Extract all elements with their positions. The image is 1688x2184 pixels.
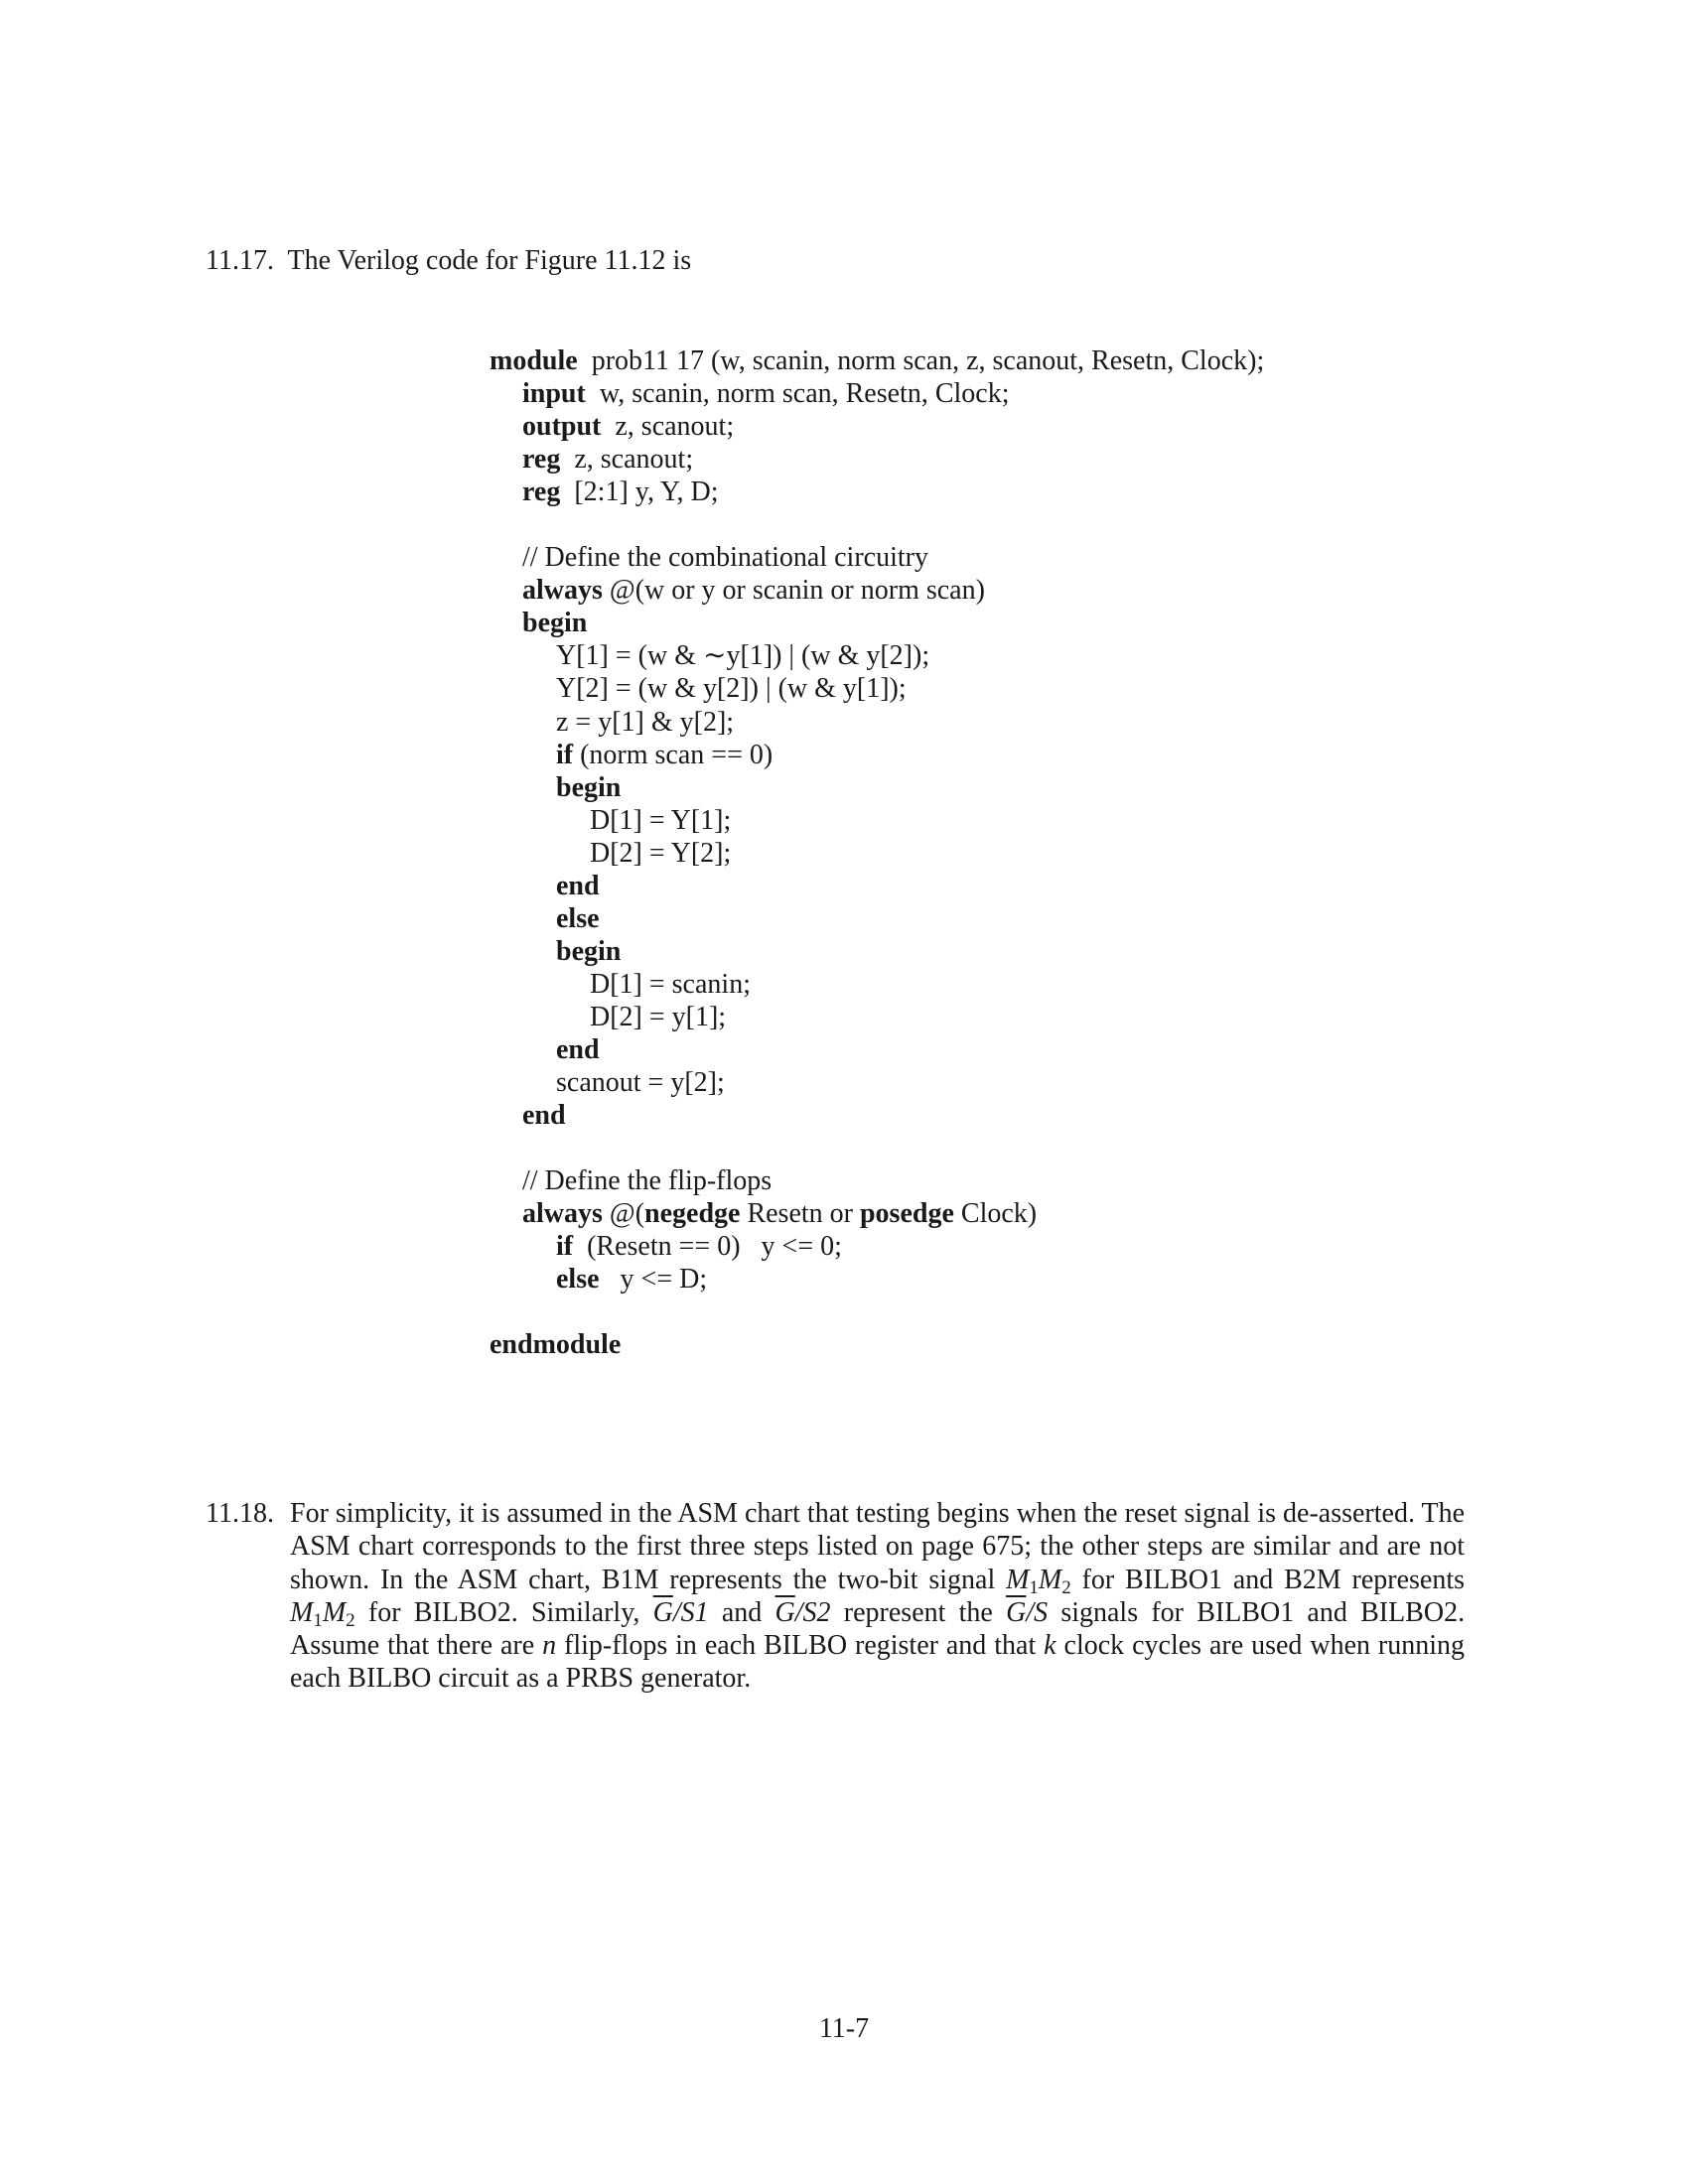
code-keyword: if: [556, 1231, 574, 1263]
paragraph-text: For simplicity, it is assumed in the ASM chart that testing begins when the reset signal is de-asserted. The ASM chart corresponds to the first three steps listed on page 675; the other steps are similar and are not shown. In the ASM chart, B1M represents the two-bit signal: [290, 1498, 1465, 1595]
verilog-code-block: [490, 344, 1582, 1361]
math-m1m2: $M_1M_2$: [290, 1596, 355, 1631]
code-keyword: else: [556, 902, 600, 934]
code-blank-line: [490, 1132, 1582, 1164]
code-line: [490, 1099, 1582, 1132]
code-keyword: always: [522, 575, 603, 607]
code-text: [2:1] y, Y, D;: [574, 477, 719, 508]
code-text: Clock): [960, 1198, 1038, 1230]
code-line: [490, 870, 1582, 902]
code-line: D[1] = scanin;: [590, 968, 751, 1000]
code-line: [490, 410, 1582, 443]
paragraph-text: represent the: [843, 1596, 993, 1628]
code-comment: // Define the combinational circuitry: [522, 542, 928, 574]
paragraph-text: for BILBO1 and B2M represents: [1081, 1564, 1465, 1595]
code-keyword: posedge: [859, 1198, 954, 1230]
code-blank-line: [490, 1296, 1582, 1328]
code-line: [490, 902, 1582, 935]
paragraph-text: flip-flops in each BILBO register and that: [564, 1630, 1037, 1662]
math-m1m2: $M_1M_2$: [1006, 1564, 1071, 1598]
code-line: D[1] = Y[1];: [590, 804, 732, 836]
code-text: prob11 17 (w, scanin, norm scan, z, scanout, Resetn, Clock);: [591, 345, 1265, 376]
code-text: z, scanout;: [615, 411, 735, 443]
code-line: D[2] = Y[2];: [590, 837, 732, 869]
code-keyword: else: [556, 1264, 600, 1296]
code-keyword: negedge: [644, 1198, 741, 1230]
code-line: [490, 574, 1582, 607]
code-keyword: reg: [522, 477, 561, 508]
problem-11-18: [206, 1497, 1465, 1696]
code-line: z = y[1] & y[2];: [556, 706, 735, 738]
code-text: @(: [609, 1198, 645, 1230]
paragraph-text: for BILBO2. Similarly,: [367, 1596, 640, 1628]
code-line: [490, 607, 1582, 639]
math-g-s: $\overline{G}/S$: [1006, 1596, 1049, 1628]
code-line: [490, 739, 1582, 771]
code-keyword: output: [522, 411, 602, 443]
code-line: Y[1] = (w & ∼y[1]) | (w & y[2]);: [556, 640, 930, 672]
problem-number: 11.18.: [206, 1498, 274, 1529]
problem-intro: The Verilog code for Figure 11.12 is: [287, 245, 692, 276]
code-text: (norm scan == 0): [580, 739, 774, 770]
code-keyword: reg: [522, 444, 561, 476]
code-line: [490, 1033, 1582, 1066]
code-line: [490, 935, 1582, 968]
code-keyword: begin: [522, 608, 588, 639]
code-keyword: always: [522, 1198, 603, 1230]
code-text: y <= D;: [620, 1264, 708, 1296]
code-keyword: module: [490, 345, 578, 376]
code-line: [490, 1230, 1582, 1263]
code-keyword: begin: [556, 935, 622, 967]
math-k: k: [1044, 1630, 1056, 1662]
code-text: w, scanin, norm scan, Resetn, Clock;: [599, 378, 1010, 410]
code-text: (Resetn == 0) y <= 0;: [587, 1231, 842, 1263]
math-n: n: [542, 1630, 557, 1662]
code-line: [490, 771, 1582, 804]
code-keyword: end: [556, 1033, 600, 1065]
code-line: Y[2] = (w & y[2]) | (w & y[1]);: [556, 673, 907, 705]
problem-number: 11.17.: [206, 245, 274, 276]
math-g-s1: $\overline{G}/S1$: [652, 1596, 709, 1628]
code-line: D[2] = y[1];: [590, 1001, 727, 1032]
code-text: z, scanout;: [574, 444, 694, 476]
code-line: [490, 377, 1582, 410]
code-blank-line: [490, 508, 1582, 541]
code-line: [490, 1328, 1582, 1361]
paragraph-text: and: [721, 1596, 763, 1628]
code-keyword: end: [556, 870, 600, 901]
code-keyword: if: [556, 739, 574, 770]
code-line: [490, 443, 1582, 476]
page-number: 11-7: [818, 2013, 870, 2044]
code-keyword: input: [522, 378, 586, 410]
math-g-s2: $\overline{G}/S2$: [774, 1596, 831, 1628]
paragraph-text: clock cycles are used when running each BILBO circuit as a PRBS generator.: [290, 1630, 1466, 1695]
code-line: scanout = y[2];: [556, 1067, 725, 1099]
code-keyword: begin: [556, 771, 622, 803]
code-line: [490, 476, 1582, 508]
code-line: [490, 1263, 1582, 1296]
code-line: [490, 344, 1582, 377]
code-comment: // Define the flip-flops: [522, 1165, 773, 1197]
code-keyword: end: [522, 1100, 566, 1132]
code-text: @(w or y or scanin or norm scan): [609, 575, 985, 607]
code-keyword: endmodule: [490, 1329, 622, 1361]
code-text: Resetn or: [747, 1198, 853, 1230]
code-line: [490, 1197, 1582, 1230]
problem-11-17-heading: [206, 244, 691, 278]
paragraph-text: signals for BILBO1 and BILBO2. Assume that there are: [290, 1596, 1466, 1662]
problem-body: [290, 1497, 1465, 1696]
